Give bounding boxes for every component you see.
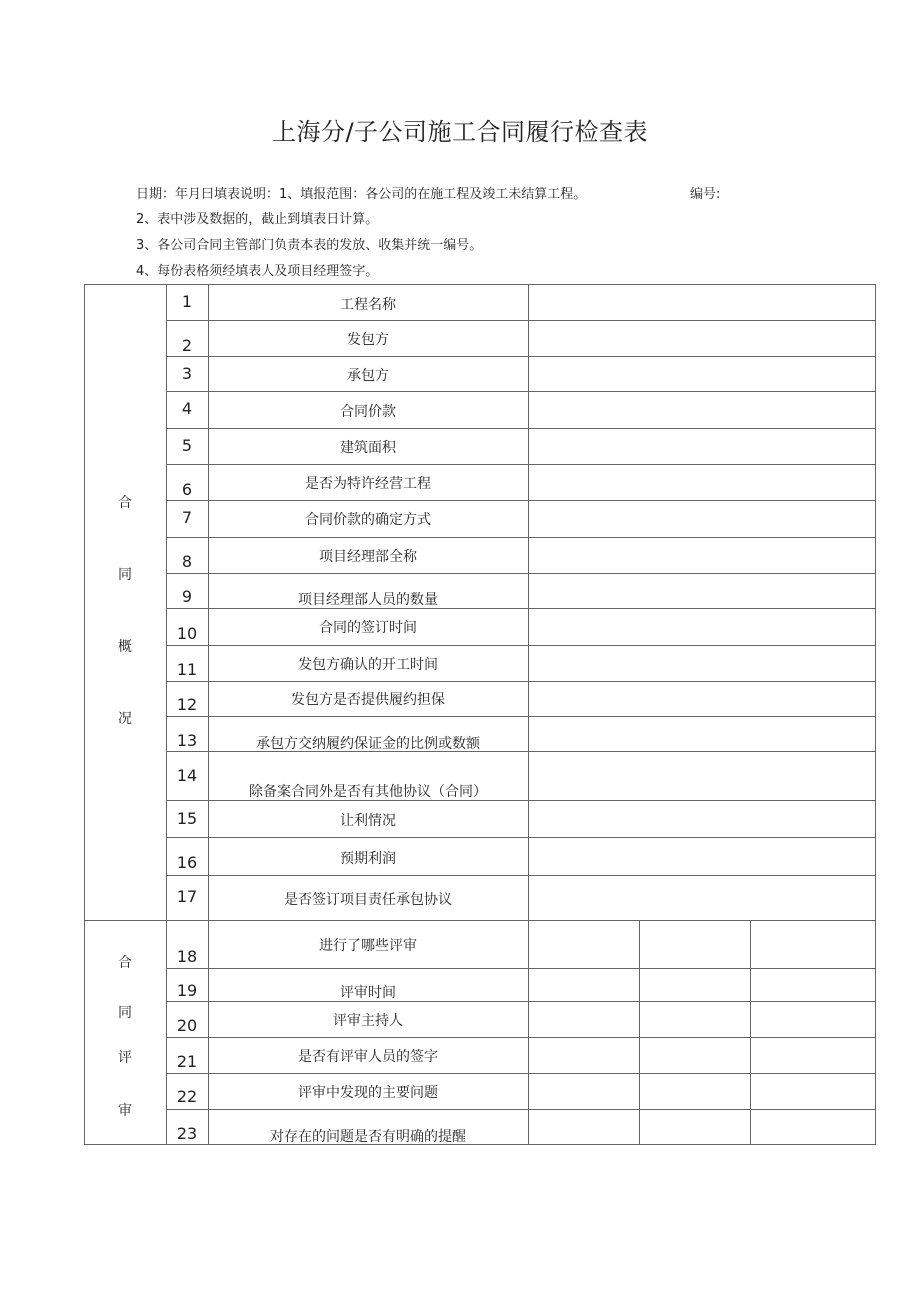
row-divider	[166, 356, 875, 357]
section-label-review-char: 同	[118, 1005, 132, 1021]
row-divider	[166, 837, 875, 838]
section-label-review-char: 审	[118, 1103, 132, 1119]
row-number: 17	[176, 887, 198, 906]
row-label: 合同价款	[340, 404, 396, 420]
row-number: 7	[181, 508, 193, 527]
row-number: 22	[176, 1087, 198, 1106]
row-divider	[166, 464, 875, 465]
section-divider	[84, 920, 876, 921]
section-label-overview-char: 概	[118, 639, 132, 655]
row-number: 18	[176, 947, 198, 966]
instructions-line-2: 2、表中涉及数据的，截止到填表日计算。	[136, 212, 379, 227]
column-divider-review-2	[750, 920, 751, 1144]
row-number: 21	[176, 1052, 198, 1071]
row-number: 3	[181, 364, 193, 383]
row-number: 10	[176, 624, 198, 643]
row-label: 合同价款的确定方式	[305, 512, 431, 528]
row-number: 4	[181, 399, 193, 418]
row-divider	[166, 681, 875, 682]
row-label: 发包方是否提供履约担保	[291, 692, 445, 708]
row-label: 发包方确认的开工时间	[298, 657, 438, 673]
row-label: 预期利润	[340, 851, 396, 867]
row-number: 6	[181, 480, 193, 499]
row-label: 对存在的问题是否有明确的提醒	[270, 1129, 466, 1145]
row-divider	[166, 428, 875, 429]
row-label: 发包方	[347, 332, 389, 348]
row-number: 5	[181, 436, 193, 455]
section-label-review-char: 评	[118, 1050, 132, 1066]
row-number: 1	[181, 292, 193, 311]
row-divider	[166, 1037, 875, 1038]
column-divider-value	[528, 284, 529, 1144]
row-label: 评审时间	[340, 985, 396, 1001]
row-divider	[166, 645, 875, 646]
row-label: 工程名称	[340, 297, 396, 313]
row-label: 承包方交纳履约保证金的比例或数额	[256, 736, 480, 752]
instructions-line-3: 3、各公司合同主管部门负责本表的发放、收集并统一编号。	[136, 238, 483, 253]
table-border-top	[84, 284, 876, 285]
row-divider	[166, 1109, 875, 1110]
section-label-overview-char: 况	[118, 711, 132, 727]
row-label: 承包方	[347, 368, 389, 384]
row-number: 16	[176, 853, 198, 872]
row-number: 9	[181, 587, 193, 606]
row-label: 项目经理部全称	[319, 549, 417, 565]
row-number: 12	[176, 695, 198, 714]
row-number: 13	[176, 731, 198, 750]
row-label: 评审中发现的主要问题	[298, 1085, 438, 1101]
row-number: 15	[176, 809, 198, 828]
row-label: 是否有评审人员的签字	[298, 1049, 438, 1065]
serial-number-label: 编号:	[690, 187, 721, 202]
row-label: 建筑面积	[340, 440, 396, 456]
row-divider	[166, 500, 875, 501]
row-number: 2	[181, 336, 193, 355]
row-label: 是否签订项目责任承包协议	[284, 892, 452, 908]
row-number: 8	[181, 552, 193, 571]
row-label: 项目经理部人员的数量	[298, 592, 438, 608]
row-number: 20	[176, 1016, 198, 1035]
page-title: 上海分/子公司施工合同履行检查表	[271, 118, 649, 146]
row-label: 除备案合同外是否有其他协议（合同）	[249, 784, 487, 800]
row-number: 11	[176, 660, 198, 679]
row-divider	[166, 391, 875, 392]
row-label: 进行了哪些评审	[319, 938, 417, 954]
row-number: 14	[176, 766, 198, 785]
row-label: 合同的签订时间	[319, 620, 417, 636]
row-divider	[166, 320, 875, 321]
section-label-overview-char: 合	[118, 495, 132, 511]
row-number: 19	[176, 981, 198, 1000]
row-divider	[166, 1073, 875, 1074]
instructions-line-4: 4、每份表格须经填表人及项目经理签字。	[136, 264, 379, 279]
section-label-overview-char: 同	[118, 567, 132, 583]
row-number: 23	[176, 1124, 198, 1143]
row-label: 是否为特许经营工程	[305, 476, 431, 492]
row-label: 让利情况	[340, 813, 396, 829]
row-divider	[166, 716, 875, 717]
instructions-line-1: 日期：年月曰填表说明：1、填报范围：各公司的在施工程及竣工未结算工程。	[136, 187, 587, 202]
row-divider	[166, 875, 875, 876]
column-divider-review-1	[639, 920, 640, 1144]
table-border-right	[875, 284, 876, 1145]
row-divider	[166, 968, 875, 969]
row-divider	[166, 537, 875, 538]
section-label-review-char: 合	[118, 955, 132, 971]
row-divider	[166, 573, 875, 574]
row-label: 评审主持人	[333, 1013, 403, 1029]
